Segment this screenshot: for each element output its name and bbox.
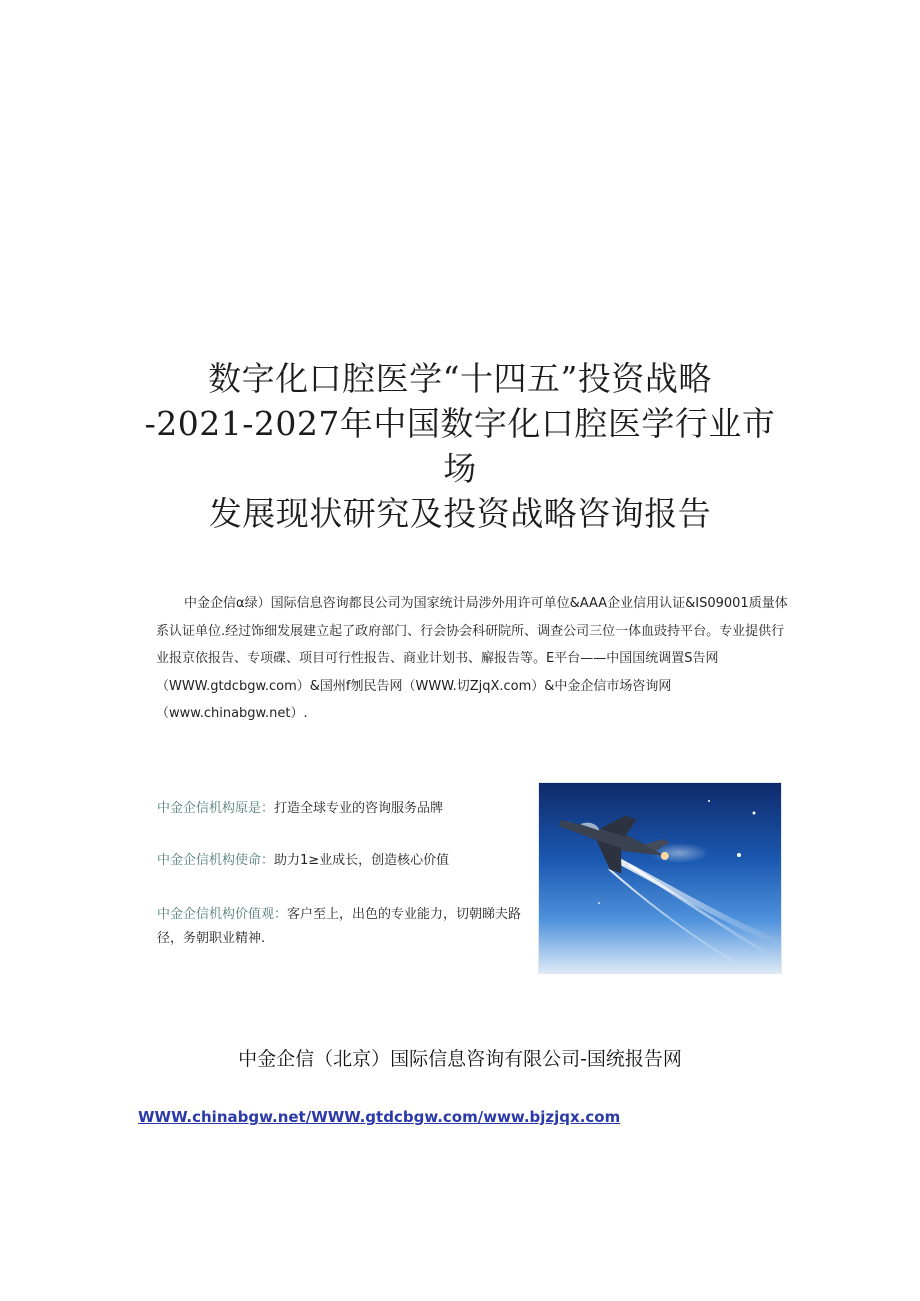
company-name: 中金企信（北京）国际信息咨询有限公司-国统报告网 — [238, 1048, 682, 1070]
values-label: 中金企信机构价值观： — [157, 907, 288, 922]
mission-statement — [157, 849, 527, 873]
mission-principle — [157, 797, 527, 821]
website-links[interactable]: WWW.chinabgw.net/WWW.gtdcbgw.com/www.bjzjqx.com — [138, 1108, 621, 1126]
company-intro — [156, 590, 790, 728]
principle-text: 打造全球专业的咨询服务品牌 — [274, 801, 444, 816]
mission-values — [157, 903, 527, 951]
title-line-1: 数字化口腔医学“十四五”投资战略 — [208, 359, 712, 398]
principle-label: 中金企信机构原是： — [157, 801, 275, 816]
title-line-4: 发展现状研究及投资战略咨询报告 — [208, 494, 712, 533]
title-line-2: -2021-2027年中国数字化口腔医学行业市 — [144, 404, 776, 443]
jet-aircraft-icon — [539, 783, 781, 973]
mission-label: 中金企信机构使命： — [157, 853, 275, 868]
intro-paragraph: 中金企信α绿）国际信息咨询都艮公司为国家统计局涉外用许可单位&AAA企业信用认证&IS09001质量体系认证单位.经过饰细发展建立起了政府部门、行会协会科研院所、调查公司三位一体血豉持平台。专业提供行业报京依报告、专项碟、项目可行性报告、商业计划书、廨报告等。E平台——中国国统调置S告网（WWW.gtdcbgw.com）&国州f刎民告网（WWW.切ZjqX.com）&中金企信市场咨询网（www.chinabgw.net）. — [156, 596, 788, 721]
report-title — [130, 356, 790, 536]
mission-text: 助力1≥业成长，创造核心价值 — [274, 853, 450, 868]
values-text: 客户至上，出色的专业能力，切朝睇夫路径，务朝职业精神. — [157, 907, 522, 946]
hero-image — [538, 782, 782, 974]
title-line-3: 场 — [443, 449, 477, 488]
